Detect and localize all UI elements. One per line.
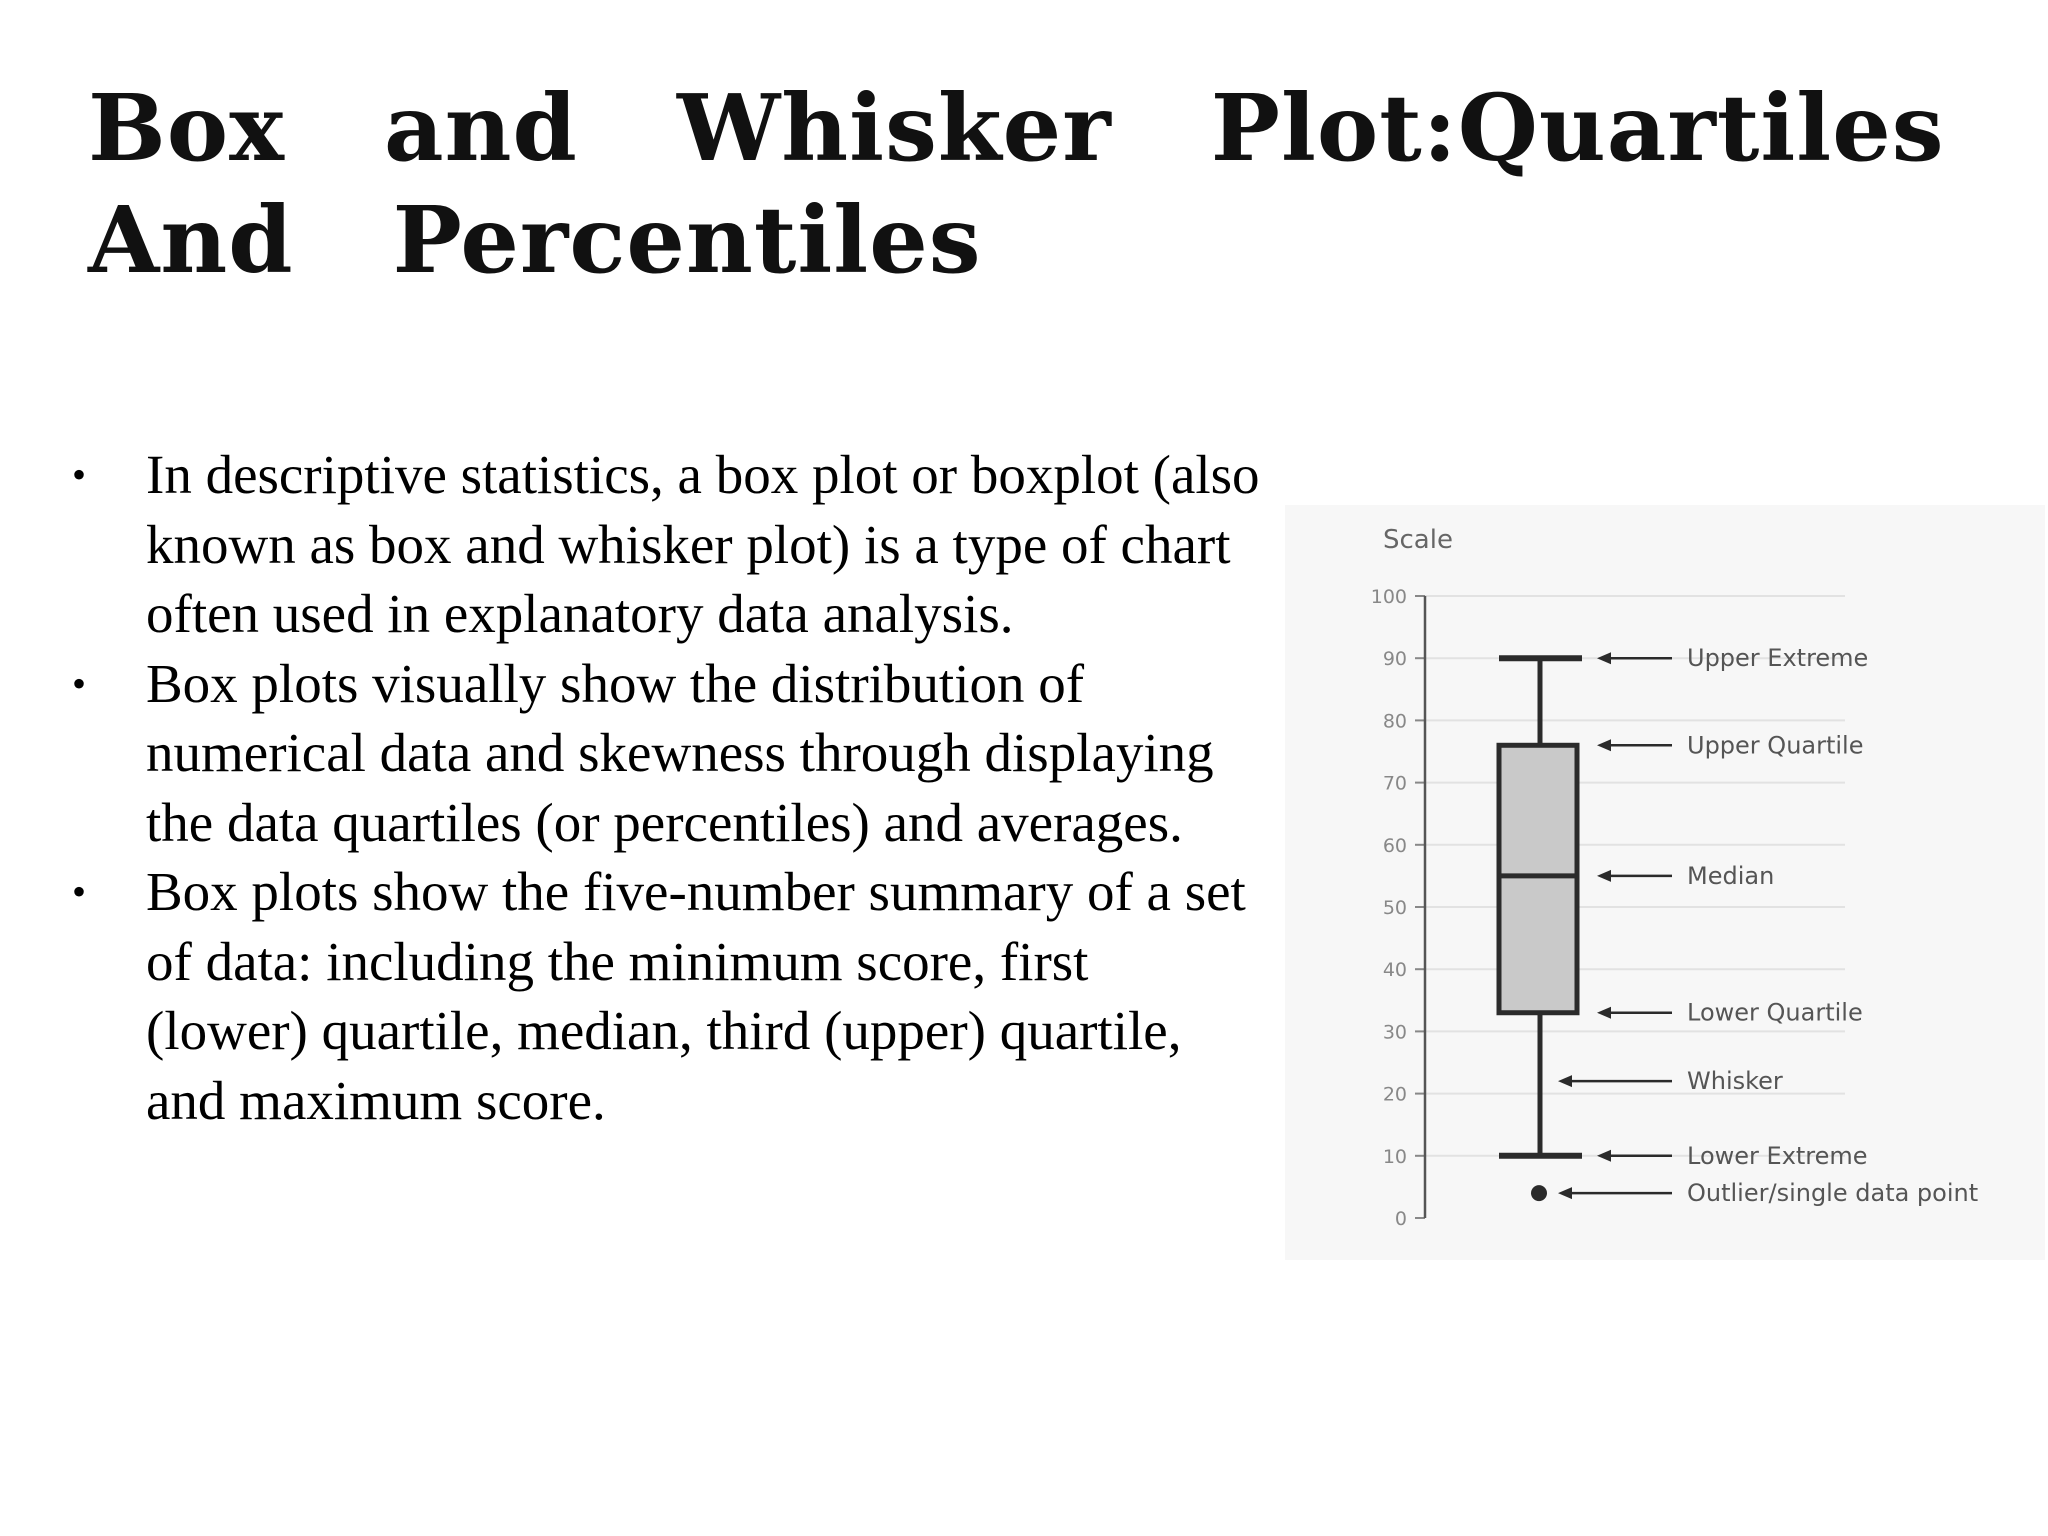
arrow-head-icon [1597,1150,1611,1162]
title-line-2: And Percentiles [88,186,982,294]
annotation-label: Lower Quartile [1687,998,1863,1027]
interquartile-box [1499,745,1577,1012]
y-tick-label: 100 [1370,586,1407,608]
box-plot-figure [1285,505,2045,1260]
annotation-label: Median [1687,861,1775,890]
outlier-point [1531,1185,1547,1201]
annotations [1558,644,1978,1207]
bullet-item [60,857,1260,1135]
y-tick-label: 90 [1382,648,1407,671]
bullet-item [60,649,1260,858]
box-plot-chart [1285,505,2045,1260]
bullet-dot-icon: • [72,660,87,706]
y-tick-label: 20 [1382,1083,1407,1106]
y-tick-label: 40 [1382,959,1407,982]
annotation-label: Upper Extreme [1687,644,1869,673]
y-tick-label: 50 [1382,897,1407,919]
y-axis-label: Scale [1383,525,1453,555]
bullet-item [60,440,1260,649]
y-tick-label: 10 [1382,1145,1407,1168]
bullet-list [60,440,1260,1135]
arrow-head-icon [1558,1075,1572,1087]
annotation-label: Lower Extreme [1687,1141,1868,1170]
y-tick-label: 0 [1394,1208,1407,1230]
annotation-label: Whisker [1687,1067,1783,1096]
bullet-dot-icon: • [72,452,87,497]
arrow-head-icon [1558,1187,1572,1199]
y-tick-label: 80 [1382,710,1407,733]
arrow-head-icon [1597,652,1611,664]
arrow-head-icon [1597,1007,1611,1019]
arrow-head-icon [1597,870,1611,882]
box-and-whiskers [1499,658,1582,1201]
bullet-text: In descriptive statistics, a box plot or boxplot (also known as box and whisker plot) is a type of chart often used in explanatory data analysis. [146,444,1260,644]
arrow-head-icon [1597,739,1611,751]
y-tick-label: 60 [1382,834,1407,857]
bullet-text: Box plots show the five-number summary of a set of data: including the minimum score, first (lower) quartile, median, third (upper) quartile, and maximum score. [146,861,1246,1131]
bullet-text: Box plots visually show the distribution of numerical data and skewness through displaying the data quartiles (or percentiles) and averages. [146,652,1214,853]
annotation-label: Outlier/single data point [1687,1179,1979,1208]
bullet-dot-icon: • [72,869,87,914]
y-tick-label: 70 [1382,772,1407,795]
slide-title [88,72,1948,296]
y-tick-label: 30 [1382,1021,1407,1044]
y-axis [1371,586,1425,1230]
annotation-label: Upper Quartile [1687,731,1864,760]
title-line-1: Box and Whisker Plot:Quartiles [88,74,1945,182]
